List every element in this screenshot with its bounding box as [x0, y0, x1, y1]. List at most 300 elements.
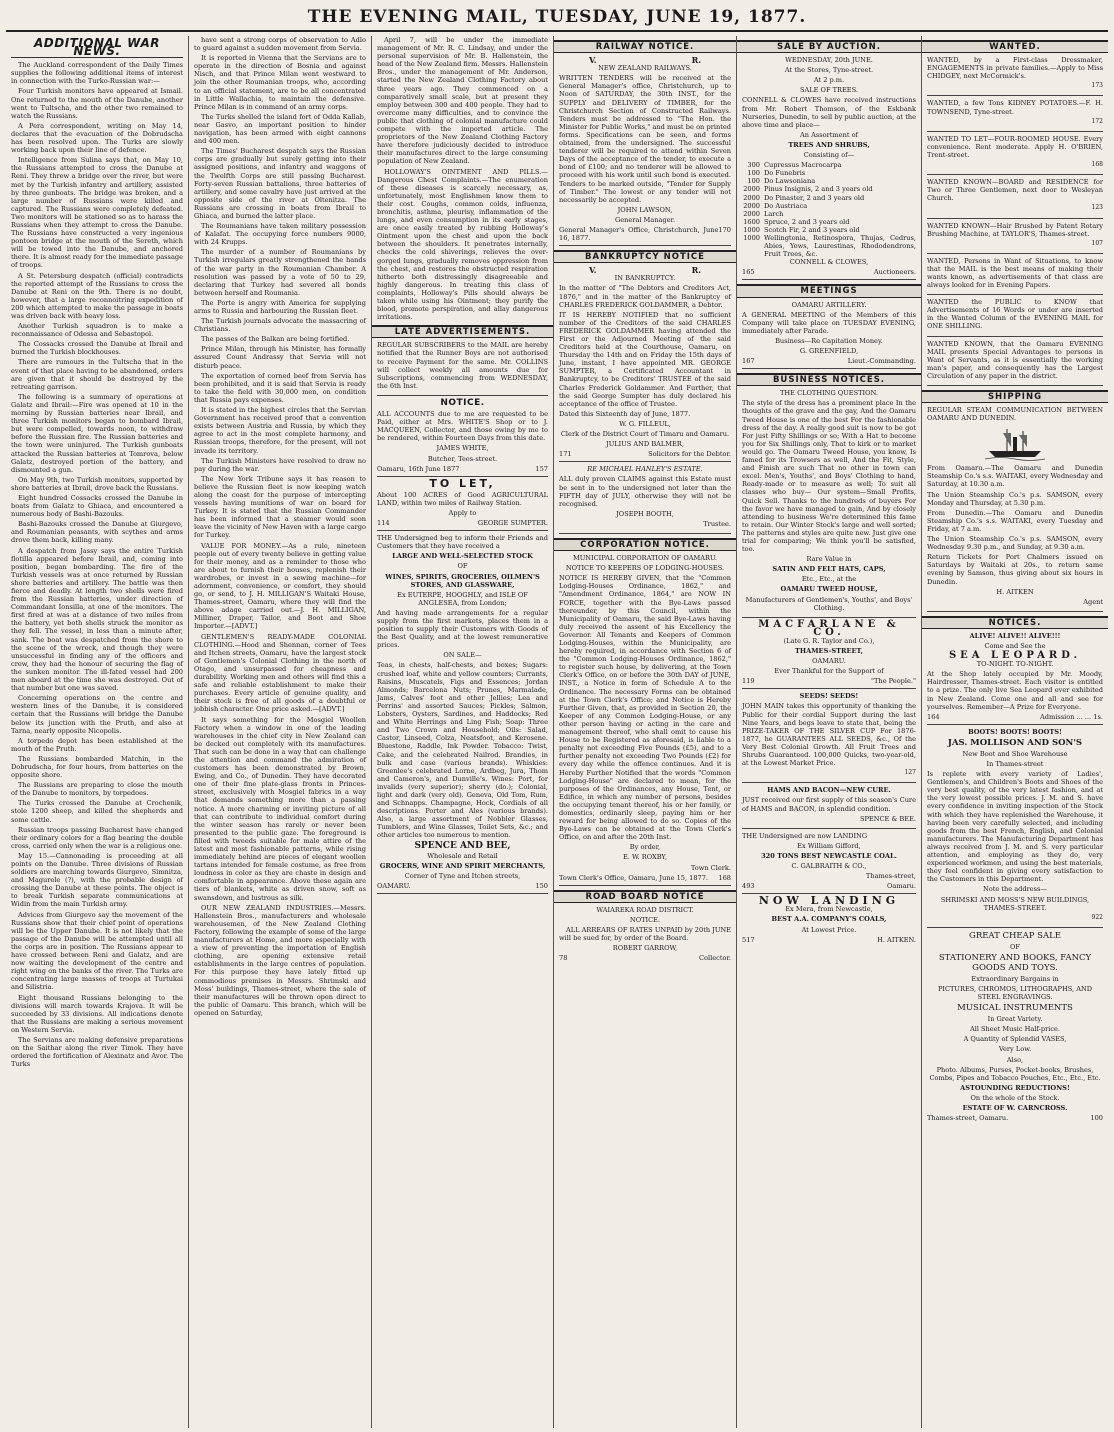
- come-and-see: Come and See the: [984, 641, 1046, 650]
- article-paragraph: The following is a summary of operations at Galatz and Ibrail:—Fire was opened at 10 in the morning by Russian batteries near Ibrail, and three Turkish monitors began to bombard Ibrail, but were compelled, towards noon, to withdraw before the Russian fire. The Russian batteries and the town were uninjured. The Turkish gunboats attacked the Russian batteries at Tomrova, below Galatz, destroyed portion of the battery, and dismounted a gun.: [11, 392, 183, 474]
- auction-day: WEDNESDAY, 20th JUNE.: [785, 56, 873, 65]
- article-paragraph: A St. Petersburg despatch (official) contradicts the reported attempt of the Russians to cross the Danube at Reni on the 9th. There is no doubt, however, that a large reconnoitring expedition of 200 which attempted to make the passage in boats was driven back with heavy loss.: [11, 271, 183, 320]
- meeting-signature-2: Lieut.-Commanding.: [847, 357, 916, 366]
- v-r-mark: [559, 56, 731, 64]
- sea-leopard-title: SEA LEOPARD.: [948, 650, 1082, 662]
- meeting-business: Business—Re Capitation Money.: [775, 336, 883, 345]
- article-paragraph: OUR NEW ZEALAND INDUSTRIES.—Messrs. Hallenstein Bros., manufacturers and wholesale warehousemen, of the New Zealand Clothing Factory, following the example of some of the large manufacturers at Home, and more especially with a view of preventing the importation of English clothing, are opening extensive retail establishments in the large centres of population. For this purpose they have lately fitted up commodious premises in Messrs. Shrimski and Moss' buildings, Thames-street, where the sale of their manufactures will be thrown open direct to the public of Oamaru. This branch, which will be opened on Saturday,: [194, 903, 366, 1017]
- article-paragraph: Another Turkish squadron is to make a reconnaissance of Odessa and Sebastopol.: [11, 322, 183, 339]
- bankruptcy-title: IN BANKRUPTCY.: [614, 274, 676, 283]
- vases: A Quantity of Splendid VASES,: [963, 1035, 1067, 1044]
- tree-quantity: 1000: [743, 225, 760, 234]
- bankruptcy-ad: [559, 266, 731, 462]
- shipping-item: From Oamaru.—The Oamaru and Dunedin Steamship Co.'s s.s. WAITAKI, every Wednesday and Saturday, at 10.30 a.m.: [927, 464, 1103, 489]
- late-ads-heading: LATE ADVERTISEMENTS.: [372, 325, 553, 338]
- article-paragraph: The Russians bombarded Matchin, in the Dobrudscha, for four hours, from batteries on the opposite shore.: [11, 754, 183, 780]
- shipping-ad: [927, 406, 1103, 612]
- auction-ad: [742, 56, 916, 280]
- notice-title: NOTICE.: [440, 397, 485, 408]
- subscribers-text: REGULAR SUBSCRIBERS to the MAIL are hereby notified that the Runner Boys are not authorised to receive Payment for the same. Mr. COLLINS will collect weekly all amounts due for Subscriptions, commencing from WEDNESDAY, the 6th Inst.: [377, 341, 548, 390]
- shipping-signature-2: Agent: [1083, 597, 1103, 606]
- tree-list-item: [742, 218, 916, 226]
- tree-list-item: [742, 194, 916, 202]
- road-signature: ROBERT GARROW,: [612, 944, 678, 953]
- road-signature-2: Collector.: [699, 954, 731, 963]
- article-paragraph: The exportation of corned beef from Servia has been prohibited, and it is said that Servia is ready to take the field with 30,000 men, on condition that Russia pays expenses.: [194, 371, 366, 404]
- column-war-news: [6, 36, 189, 1428]
- mollison-text: Is replete with every variety of Ladies', Gentlemen's, and Children's Boots and Shoes of the very best quality, of the very latest fashion, and at the very lowest possible prices. J. M. and S. have every confidence in inviting inspection of the Stock with which they have replenished the Warehouse, it having been very carefully selected, and including goods from the best French, English, and Colonial manufacturers. The Manufacturing Department has always received from J. M. and S. very particular attention, and employing as they do, very experienced workmen, and using the best materials, they feel confident in giving every satisfaction to the Customers in this Department.: [927, 770, 1103, 884]
- tree-name: Cupressus Macrocarpa: [764, 161, 842, 170]
- columns: [6, 36, 1108, 1428]
- carncross-estate: ESTATE OF W. CARNCROSS.: [962, 1104, 1068, 1112]
- estate-ad: [559, 465, 731, 534]
- macfarlane-people: "The People.": [870, 677, 916, 686]
- macfarlane-town: OAMARU.: [812, 657, 846, 666]
- to-let-ad: [377, 476, 548, 531]
- also: Also,: [1006, 1055, 1024, 1064]
- estate-text: ALL duly proven CLAIMS against this Estate must be sent in to the undersigned not later than the FIFTH day of JULY, otherwise they will not be recognised.: [559, 475, 731, 508]
- now-landing-ad: [742, 894, 916, 944]
- clothing-manufacturers: Manufacturers of Gentlemen's, Youths', and Boys' Clothing.: [745, 595, 913, 612]
- coal-text: THE Undersigned are now LANDING: [742, 831, 868, 840]
- article-paragraph: It is stated in the highest circles that the Servian Government has received proof that a convention exists between Austria and Russia, by which they agree to act in the most complete harmony, and Russian troops, therefore, for the present, will not invade its territory.: [194, 406, 366, 455]
- now-landing-coal: BEST A.A. COMPANY'S COALS,: [771, 915, 887, 924]
- shipping-title: REGULAR STEAM COMMUNICATION BETWEEN OAMARU AND DUNEDIN.: [927, 406, 1103, 423]
- seeds-heading: SEEDS! SEEDS!: [799, 692, 859, 701]
- wanted-text: WANTED, by a First-class Dressmaker, ENGAGEMENTS in private families.—Apply to Miss CHIDGEY, next McCormick's.: [927, 56, 1103, 81]
- auction-text: CONNELL & CLOWES have received instructions from Mr. Robert Thomson, of the Eskbank Nurseries, Dunedin, to sell by public auction, at the above time and place—: [742, 96, 916, 129]
- stock-items: WINES, SPIRITS, GROCERIES, OILMEN'S STORES, AND GLASSWARE,: [385, 572, 540, 589]
- tree-list-item: [742, 161, 916, 169]
- clothing-rare: Rare Value in: [806, 555, 852, 564]
- article-paragraph: It says something for the Mosgiel Woollen Factory when a window in one of the leading warehouses in the chief city in New Zealand can be decked out completely with its manufactures. That such can be done in a way that can challenge the attention and command the admiration of customers has been demonstrated by Brown, Ewing, and Co., of Dunedin. They have decorated one of their fine plate-glass fronts in Princes-street, exclusively with Mosgiel fabrics in a way that demands something more than a passing notice. A more charming or inviting picture of all that can contribute to individual comfort during the winter season has rarely or never been presented to the public gaze. The foreground is filled with tweeds suitable for male attire of the latest and most fashionable patterns, while rising immediately behind are pieces of elegant woollen tartans intended for female costume, as free from loudness in color as they are chaste in design and comfortable in appearance. Above these again are tiers of blankets, white as driven snow, soft as swansdown, and lustrous as silk.: [194, 715, 366, 902]
- tree-quantity: 2000: [743, 193, 760, 202]
- stock-more: And having made arrangements for a regular supply from the first markets, places them in a position to supply their Customers with Goods of the Best Quality, and at the lowest remunerative prices.: [377, 608, 548, 650]
- wanted-number: 173: [1091, 82, 1103, 90]
- wanted-text: WANTED KNOWN—BOARD and RESIDENCE for Two or Three Gentlemen, next door to Wesleyan Church.: [927, 178, 1103, 203]
- bankruptcy-footer: [559, 450, 731, 458]
- shipping-item: From Dunedin.—The Oamaru and Dunedin Steamship Co.'s s.s. WAITAKI, every Tuesday and Friday, at 7 a.m.: [927, 508, 1103, 533]
- wanted-number: 172: [1091, 117, 1103, 125]
- shipping-schedule: [927, 464, 1103, 585]
- article-paragraph: GENTLEMEN'S READY-MADE COLONIAL CLOTHING.—Hood and Shennan, corner of Tees and Itchen streets, Oamaru, have the largest stock of Gentlemen's Colonial Clothing in the north of Otago, and unsurpassed for cheapness and durability. Working men and others will find this a safe and reliable establishment to make their purchases. Every article of genuine quality, and their stock is free of all goods of a doubtful or jobbish character. One price asked.—[ADVT.]: [194, 632, 366, 714]
- notice-signature-2: Butcher, Tees-street.: [427, 454, 498, 463]
- article-paragraph: Eight hundred Cossacks crossed the Danube in boats from Galatz to Ghiaca, and encountered a numerous body of Bashi-Bazouks.: [11, 493, 183, 519]
- tree-quantity: 1600: [743, 217, 760, 226]
- wanted-ad: [927, 298, 1103, 336]
- masthead: THE EVENING MAIL, TUESDAY, JUNE 19, 1877.: [6, 4, 1108, 32]
- tree-name: Do Pinaster, 2 and 3 years old: [764, 193, 865, 202]
- corporation-number: 168: [718, 873, 731, 882]
- bankruptcy-number: 171: [559, 450, 572, 459]
- tonight: TO-NIGHT. TO-NIGHT.: [976, 660, 1054, 669]
- article-paragraph: The Turkish Ministers have resolved to draw no pay during the war.: [194, 456, 366, 473]
- corporation-sub: NOTICE TO KEEPERS OF LODGING-HOUSES.: [565, 564, 725, 573]
- auction-footer: [742, 268, 916, 276]
- photo-albums: Photo. Albums, Purses, Pocket-books, Brushes, Combs, Pipes and Tobacco Pouches, Etc., Etc., Etc.: [929, 1065, 1101, 1082]
- wanted-number: 107: [1091, 239, 1103, 247]
- to-let-signature: GEORGE SUMPTER.: [477, 519, 548, 528]
- article-paragraph: The murder of a number of Roumanians by Turkish irregulars greatly strengthened the hands of the war party in the Roumanian Chamber. A resolution was passed by a vote of 50 to 29, declaring that Turkey had severed all bonds between herself and Roumania.: [194, 248, 366, 297]
- admission-number: 164: [927, 712, 940, 721]
- alive-banner: ALIVE! ALIVE!! ALIVE!!!: [969, 631, 1061, 640]
- notice-text: ALL ACCOUNTS due to me are requested to be Paid, either at Mrs. WHITE'S Shop or to J. MACQUEEN, Collector, and those owing by me to be rendered, within Fourteen Days from this date.: [377, 410, 548, 443]
- road-board-ad: [559, 906, 731, 963]
- sheet-music: All Sheet Music Half-price.: [969, 1025, 1061, 1034]
- mollison-ad: [927, 728, 1103, 928]
- war-news-continued: [194, 36, 366, 1017]
- bankruptcy-heading: BANKRUPTCY NOTICE: [554, 250, 736, 263]
- auction-title: SALE OF TREES.: [799, 86, 858, 95]
- tree-quantity: 2000: [743, 201, 760, 210]
- now-landing-heading: NOW LANDING: [758, 894, 900, 908]
- shipping-heading: SHIPPING: [922, 390, 1108, 403]
- firm-name: SPENCE AND BEE,: [414, 840, 511, 851]
- corporation-text: NOTICE IS HEREBY GIVEN, that the "Common Lodging-Houses Ordinance, 1862," and "Amendment Ordinance, 1864," are NOW IN FORCE, together with the Bye-Laws passed thereunder, by this Council, within the Municipality of Oamaru, the said Bye-Laws having duly received the assent of his Excellency the Governor. All Tenants and Keepers of Common Lodging-Houses, within the Municipality, are hereby required, in accordance with Section 6 of the "Common Lodging-Houses Ordinance, 1862," to register such house, by delivering, at the Town Clerk's Office, on or before the 30th DAY of JUNE, INST., a Notice in form of Schedule A to the Ordinance. The necessary Forms can be obtained at the Town Clerk's Office; and Notice is Hereby Further Given, that, as provided in Section 20, the Keeper of any Common Lodging-House, or any other person having or acting in the care and management thereof, who shall omit to cause his House to be Registered as aforesaid, is liable to a penalty not exceeding Five Pounds (£5), and to a further penalty not exceeding Two Pounds (£2) for every day while the offence continues. And it is Hereby Further Notified that the words "Common Lodging-House" are declared to mean, for the purposes of the Ordinances, any House, Tent, or Edifice, in which any number of persons, besides the occupying tenant thereof, his or her family, or domestics, ordinarily sleep, paying him or her reward for being allowed to do so. Copies of the Bye-Laws can be obtained at the Town Clerk's Office, on and after the 20th Inst.: [559, 574, 731, 842]
- tree-list-item: [742, 226, 916, 234]
- hams-heading: HAMS AND BACON—NEW CURE.: [767, 786, 891, 795]
- now-landing-footer: [742, 936, 916, 944]
- article-paragraph: The Times' Bucharest despatch says the Russian corps are gradually but surely getting into their assigned positions, and infantry and waggons of the Twelfth Corps are still passing Bucharest. Forty-seven Russian battalions, three batteries of artillery, and some cavalry have just arrived at the opposite side of the river at Oltenitza. The Russians are crossing in boats from Ibrail to Ghiaca, and burned the latter place.: [194, 147, 366, 220]
- auction-consist: Consisting of—: [803, 151, 855, 160]
- wanted-ad: [927, 56, 1103, 96]
- war-news-body: [11, 61, 183, 1068]
- musical-instruments: MUSICAL INSTRUMENTS: [957, 1003, 1073, 1014]
- corporation-signature: E. W. ROXBY,: [622, 853, 668, 862]
- article-paragraph: A despatch from Jassy says the entire Turkish flotilla appeared before Ibrail, and, coming into position, began bombarding. The fire of the Turkish vessels was at once returned by Russian shore batteries and artillery. The battle was then fierce and deadly. At length two shells were fired from the Russian batteries, under direction of Commandant Ionsilla, at one of the monitors. The first fired at was at a distance of two miles from the battery, yet both shells struck the monitor as they fell. The vessel, in less than a minute after, sank. The boat was despatched from the shore to the scene of the wreck, and though they were unsuccessful in finding any of the officers and crew, they had the honour of securing the flag of the sunken monitor. The ill-fated vessel had 200 men aboard at the time she was destroyed. Out of that number but one was saved.: [11, 546, 183, 693]
- now-landing-signature: H. AITKEN.: [877, 935, 916, 944]
- corporation-office: Town Clerk's Office, Oamaru, June 15, 1877.: [559, 873, 709, 882]
- meeting-signature: G. GREENFIELD,: [799, 347, 859, 355]
- macfarlane-name: MACFARLANE & CO.: [758, 618, 900, 638]
- article-paragraph: The Porte is angry with America for supplying arms to Russia and harbouring the Russian fleet.: [194, 298, 366, 315]
- road-title: WAIAREKA ROAD DISTRICT.: [596, 905, 694, 914]
- wanted-text: WANTED KNOWN—Hair Brushed by Patent Rotary Brushing Machine, at TAYLOR'S, Thames-street.: [927, 221, 1103, 238]
- sea-leopard-text: At the Shop lately occupied by Mr. Moody, Hairdresser, Thames-street. Each visitor is entitled to a prize. The only live Sea Leopard ever exhibited in New Zealand. Come one and all and see for yourselves. Remember—A Prize for Everyone.: [927, 670, 1103, 711]
- column-auctions-business: [737, 36, 922, 1428]
- article-paragraph: HOLLOWAY'S OINTMENT AND PILLS.—Dangerous Chest Complaints.—The enumeration of these diseases is scarcely necessary, as, unfortunately, most Englishmen know them to their cost. Coughs, common colds, influenza, bronchitis, asthma, pleurisy, inflammation of the lungs, and even consumption in its early stages, are once easily treated by rubbing Holloway's Ointment upon the chest and upon the back between the shoulders. It penetrates internally, checks the cold shiverings, relieves the over-gorged lungs, gradually removes oppression from the chest, and restores the obstructed respiration hitherto both distressingly disagreeable and highly dangerous. In treating this class of complaints, Holloway's Pills should always be taken while using his Ointment; they purify the blood, promote perspiration, and allay dangerous irritations.: [377, 167, 548, 322]
- wanted-ad: [927, 257, 1103, 295]
- auction-number: 165: [742, 268, 755, 277]
- tree-name: Do Funebris: [764, 169, 806, 178]
- column-wanted-shipping: [922, 36, 1108, 1428]
- firm-address: Corner of Tyne and Itchen streets,: [404, 871, 521, 880]
- hams-ad: [742, 786, 916, 828]
- tree-name: Do Austriaca: [764, 201, 808, 210]
- article-paragraph: The Turks shelled the island fort of Odda Kallab, near Gasvo, an important position to hinder navigation, has been armed with eight cannons and 400 men.: [194, 112, 366, 146]
- tree-quantity: 2000: [743, 209, 760, 218]
- mollison-sub: New Boot and Shoe Warehouse: [962, 749, 1068, 758]
- column-advertisements: [372, 36, 554, 1428]
- macfarlane-footer: [742, 677, 916, 685]
- tweed-house: OAMARU TWEED HOUSE,: [780, 585, 878, 594]
- corporation-heading: CORPORATION NOTICE.: [554, 538, 736, 551]
- stock-title: LARGE AND WELL-SELECTED STOCK: [392, 552, 533, 561]
- corporation-title: MUNICIPAL CORPORATION OF OAMARU.: [572, 554, 718, 563]
- meeting-footer: [742, 357, 916, 365]
- road-notice: NOTICE.: [629, 915, 661, 924]
- r-letter: R.: [691, 55, 701, 66]
- article-paragraph: Prince Milan, through his Minister, has formally assured Count Andrassy that Servia will not disturb peace.: [194, 345, 366, 370]
- article-paragraph: have sent a strong corps of observation to Adlo to guard against a sudden movement from Servia.: [194, 36, 366, 53]
- astounding: ASTOUNDING REDUCTIONS!: [960, 1083, 1070, 1092]
- meetings-heading: MEETINGS: [737, 284, 921, 297]
- to-let-footer: [377, 519, 548, 527]
- road-text: ALL ARREARS OF RATES UNPAID by 20th JUNE will be sued for, by order of the Board.: [559, 926, 731, 943]
- admission-footer: [927, 713, 1103, 721]
- now-landing-ship: Ex Mera, from Newcastle,: [785, 905, 873, 914]
- bankruptcy-text: IT IS HEREBY NOTIFIED that no sufficient number of the Creditors of the said CHARLES FREDERICK GOLDAMMER having attended the First or the Adjourned Meeting of the said Creditors held at the Courthouse, Oamaru, on Thursday the 14th and on Friday the 15th days of June, instant, I have appointed MR. GEORGE SUMPTER, a Certificated Accountant in Bankruptcy, to be Creditors' TRUSTEE of the said Charles Frederick Goldammer. And Further, that the said George Sumpter has duly declared his acceptance of the office of Trustee.: [559, 310, 731, 408]
- white-notice-ad: [377, 399, 548, 477]
- mollison-name: JAS. MOLLISON AND SON'S: [947, 737, 1083, 748]
- article-paragraph: A torpedo depot has been established at the mouth of the Pruth.: [11, 736, 183, 753]
- mollison-street: In Thames-street: [986, 760, 1044, 768]
- railway-number: 170: [718, 225, 731, 234]
- now-landing-number: 517: [742, 935, 755, 944]
- bankruptcy-intro: In the matter of "The Debtors and Creditors Act, 1876," and in the matter of the Bankruptcy of CHARLES FREDERICK GOLDAMMER, a Debtor.: [559, 284, 731, 309]
- shipping-item: The Union Steamship Co.'s p.s. SAMSON, every Monday and Thursday, at 5.30 p.m.: [927, 490, 1103, 507]
- to-let-title: TO LET,: [429, 476, 496, 490]
- shipping-item: The Union Steamship Co.'s p.s. SAMSON, every Wednesday 9.30 p.m., and Sunday, at 9.30 a.m.: [927, 535, 1103, 552]
- shipping-signature: H. AITKEN: [996, 587, 1034, 596]
- mollison-number: 922: [1091, 913, 1103, 921]
- to-let-text: About 100 ACRES of Good AGRICULTURAL LAND, within two miles of Railway Station.: [377, 490, 548, 507]
- on-sale-text: Teas, in chests, half-chests, and boxes; Sugars: crushed loaf, white and yellow counters; Currants, Raisins, Muscatels, Figs and Essences; Jordan Almonds; Barcelona Nuts; Prunes, Marmalade, Jams, Calves' foot and other Jellies; Lea and Perrins' and assorted Sauces; Pickles; Salmon, Lobsters, Oysters, Sardines, and Haddocks; Red and White Herrings and Ling Fish; Soap: Three and Two Crown and Household; Oils: Salad, Castor, Linseed, Colza, Neatsfoot, and Kerosene. Bluestone, Raddle, Ink Powder. Tobacco: Twist, Cake, and the celebrated Nailrod. Brandies, in bulk and case (various brands). Whiskies: Greenlee's celebrated Lorne, Ardbeg, Jura, Thom and Cameron's, and Dunville's. Wines: Port, for invalids (very superior); sherry (do.); Colonial, light and dark (very old). Geneva, Old Tom, Rum, and Schnapps. Champagne, Hock, Cordials of all descriptions. Porter and Ales (various brands). Also, a large assortment of Nobbler Glasses, Tumblers, and Wine Glasses, Toilet Sets, &c.; and other articles too numerous to mention.: [377, 661, 548, 840]
- bargains: Extraordinary Bargains in: [971, 974, 1059, 983]
- article-paragraph: The Auckland correspondent of the Daily Times supplies the following additional items of interest in connection with the Turko-Russian war:—: [11, 61, 183, 86]
- wanted-text: WANTED KNOWN, that the Oamaru EVENING MAIL presents Special Advantages to persons in Want of Servants, as it is essentially the working man's paper, and consequently has the Largest Circulation of any paper in the district.: [927, 339, 1103, 380]
- railway-title: NEW ZEALAND RAILWAYS.: [598, 64, 692, 73]
- subscribers-ad: [377, 341, 548, 396]
- firm-desc: Wholesale and Retail: [427, 851, 498, 860]
- war-news-heading: ADDITIONAL WAR NEWS.: [11, 39, 183, 58]
- firm-footer: [377, 882, 548, 890]
- notice-signature: JAMES WHITE,: [436, 444, 489, 453]
- stock-ships: Ex EUTERPE, HOOGHLY, and ISLE OF ANGLESEA, from London;: [397, 590, 528, 607]
- on-sale-label: ON SALE—: [443, 651, 482, 660]
- stock-of: OF: [457, 562, 468, 571]
- wanted-number: 123: [1091, 204, 1103, 212]
- tree-quantity: 1000: [743, 233, 760, 242]
- variety: In Great Variety.: [987, 1015, 1043, 1024]
- seeds-text: JOHN MAIN takes this opportunity of thanking the Public for their cordial Support during the last Nine Years, and begs leave to state that, being the PRIZE-TAKER OF THE SILVER CUP For 1876-1877, he GUARANTEES ALL SEEDS, &c., Of the Very Best Colonial Growth. All Fruit Trees and Shrubs Guaranteed. 100,000 Quicks, two-year-old, at the Lowest Market Price.: [742, 702, 916, 768]
- notice-number: 157: [535, 464, 548, 473]
- firm-number: 150: [535, 881, 548, 890]
- notice-footer: [377, 465, 548, 473]
- vases-low: Very Low.: [998, 1045, 1032, 1054]
- shipping-item: Return Tickets for Port Chalmers issued on Saturdays by Waitaki at 20s., to return same evening by Samson, thus giving about six hours in Dunedin.: [927, 553, 1103, 586]
- wanted-ad: [927, 222, 1103, 254]
- article-paragraph: The Roumanians have taken military possession of Kalafat. The occupying force numbers 9000, with 24 Krupps.: [194, 222, 366, 247]
- railway-ad: [559, 56, 731, 246]
- column-public-notices: [554, 36, 737, 1428]
- firm-trade: GROCERS, WINE AND SPIRIT MERCHANTS,: [379, 861, 546, 870]
- wanted-text: WANTED the PUBLIC to KNOW that Advertisements of 16 Words or under are inserted in the Wanted Column of the EVENING MAIL for ONE SHILLING.: [927, 298, 1103, 331]
- railway-signature: JOHN LAWSON,: [617, 205, 673, 214]
- corporation-footer: [559, 874, 731, 882]
- bankruptcy-solicitors: JULIUS AND BALMER,: [606, 440, 684, 449]
- macfarlane-street: THAMES-STREET,: [795, 647, 863, 655]
- article-paragraph: Intelligence from Sulina says that, on May 10, the Russians attempted to cross the Danube at Reni. They threw a bridge over the river, but were met by the Turkish infantry and artillery, assisted by three gunboats. The bridge was broken, and a large number of Russians were killed and captured. The Russians were completely defeated. Two monitors will be stationed so as to harass the Russians when they attempt to cross the Danube. The Russians have constructed a very ingenious pontoon bridge at the mouth of the Sereth, which will be towed into the Danube, and anchored there. It is almost ready for the immediate passage of troops.: [11, 156, 183, 270]
- corporation-signature-2: Town Clerk.: [690, 863, 731, 872]
- admission-price: Admission ... ... 1s.: [1040, 712, 1103, 721]
- article-paragraph: The passes of the Balkan are being fortified.: [201, 335, 350, 344]
- auction-assort: An Assortment of: [800, 130, 858, 139]
- article-paragraph: The New York Tribune says it has reason to believe the Russian fleet is now keeping watch along the coast for the purpose of intercepting vessels having munitions of war on board for Turkey. It is stated that the Russian Commander has been informed that a steamer would soon leave the vicinity of New Haven with a large cargo for Turkey.: [194, 474, 366, 540]
- tree-list-item: [742, 177, 916, 185]
- to-let-number: 114: [377, 519, 390, 528]
- r-letter-2: R.: [691, 265, 701, 276]
- now-landing-price: At Lowest Price.: [801, 925, 857, 934]
- column-war-news-cont: [189, 36, 372, 1428]
- article-paragraph: There are rumours in the Tultscha that in the event of that place having to be abandoned, orders are given that it should be destroyed by the retreating garrison.: [11, 358, 183, 391]
- auction-heading: SALE BY AUCTION.: [737, 40, 921, 53]
- mollison-building: SHRIMSKI AND MOSS'S NEW BUILDINGS, THAMES-STREET.: [940, 895, 1090, 912]
- article-paragraph: The Turks crossed the Danube at Crochenik, stole 1200 sheep, and killed the shepherds and some cattle.: [11, 799, 183, 824]
- tree-quantity: 100: [747, 177, 760, 186]
- tree-quantity: 100: [747, 169, 760, 178]
- notices-heading: NOTICES.: [922, 616, 1108, 629]
- to-let-apply: Apply to: [448, 508, 477, 517]
- bankruptcy-signature-2: Clerk of the District Court of Timaru and Oamaru.: [560, 430, 730, 439]
- tree-list-item: [742, 169, 916, 177]
- estate-signature-2: Trustee.: [703, 519, 731, 528]
- article-paragraph: The Servians are making defensive preparations on the Saithar along the river Timok. They have ordered the fortification of Alexinatz and Avor. The Turks: [11, 1035, 183, 1069]
- meeting-number: 167: [742, 357, 755, 366]
- v-letter: V.: [589, 55, 597, 66]
- mollison-address-label: Note the address—: [982, 885, 1048, 894]
- article-paragraph: The Cossacks crossed the Danube at Ibrail and burned the Turkish blockhouses.: [11, 340, 183, 357]
- sea-leopard-ad: [927, 632, 1103, 725]
- article-paragraph: Concerning operations on the centre and western lines of the Danube, it is considered certain that the Russians will bridge the Danube below its junction with the Pruth, and also at Tarna, nearly opposite Nicopolis.: [11, 694, 183, 735]
- pictures: PICTURES, CHROMOS, LITHOGRAPHS, AND STEEL ENGRAVINGS.: [937, 984, 1093, 1002]
- auction-place: At the Stores, Tyne-street.: [784, 66, 874, 75]
- v-letter-2: V.: [589, 265, 597, 276]
- article-paragraph: The Russians are preparing to close the mouth of the Danube to monitors, by torpedoes.: [11, 781, 183, 798]
- macfarlane-number: 119: [742, 677, 755, 686]
- tree-name: Pinus Insignis, 2 and 3 years old: [764, 185, 873, 194]
- notice-date: Oamaru, 16th June 1877: [377, 464, 460, 473]
- coal-footer: [742, 882, 916, 890]
- coal-town: Oamaru.: [886, 882, 916, 891]
- article-paragraph: May 15.—Cannonading is proceeding at all points on the Danube. Three divisions of Russian soldiers are marching towards Giurgevo, Simnitza, and Magurele (?), with the probable design of crossing the Danube at these points. The object is to break Turkish separate communications at Widin from the main Turkish army.: [11, 851, 183, 909]
- tree-list: [742, 161, 916, 258]
- industry-articles: [377, 36, 548, 321]
- clothing-title: THE CLOTHING QUESTION.: [780, 389, 878, 398]
- railway-footer: [559, 226, 731, 242]
- coal-number: 493: [742, 882, 755, 891]
- tree-list-item: [742, 202, 916, 210]
- article-paragraph: VALUE FOR MONEY.—As a rule, nineteen people out of every twenty believe in getting value for their money, and as a reminder to those who are about to furnish their houses, replenish their wardrobes, or invest in a sewing machine—for adornment, convenience, or comfort, they should go, or send, to J. H. MILLIGAN'S Waitaki House, Thames-street, Oamaru, where they will find the above adage carried out.—J. H. MILLIGAN, Milliner, Draper, Tailor, and Boot and Shoe Importer.—[ADVT.]: [194, 541, 366, 631]
- stock-intro: THE Undersigned beg to inform their Friends and Customers that they have received a: [377, 534, 548, 551]
- auction-time: At 2 p.m.: [813, 76, 845, 85]
- article-paragraph: Eight thousand Russians belonging to the divisions will march towards Krajova. It will be succeeded by 33 divisions. All indications denote that the Russians are making a serious movement on Western Servia.: [11, 993, 183, 1034]
- galbraith-coal-ad: [742, 832, 916, 895]
- hams-text: JUST received our first supply of this season's Cure of HAMS and BACON, in splendid condition.: [742, 796, 916, 813]
- coal-tons: 320 TONS BEST NEWCASTLE COAL.: [761, 851, 897, 860]
- carncross-address: Thames-street, Oamaru.: [927, 1114, 1009, 1123]
- wanted-ad: [927, 135, 1103, 175]
- wanted-ad: [927, 340, 1103, 386]
- boots-banner: BOOTS! BOOTS! BOOTS!: [968, 727, 1062, 736]
- article-paragraph: Four Turkish monitors have appeared at Ismail. One returned to the mouth of the Danube, another went to Tultscha, and the other two remained to watch the Russians.: [11, 87, 183, 120]
- bankruptcy-signature: W. G. FILLEUL,: [619, 419, 671, 428]
- wanted-number: 168: [1091, 161, 1103, 169]
- road-footer: [559, 954, 731, 962]
- carncross-ad: [927, 931, 1103, 1122]
- carncross-number: 100: [1090, 1114, 1103, 1123]
- stationery: STATIONERY AND BOOKS, FANCY GOODS AND TOYS.: [938, 952, 1092, 973]
- tree-name: Do Lawsoniana: [764, 177, 816, 186]
- coal-signature: C. GALBRAITH & CO.,: [791, 861, 867, 870]
- road-board-heading: ROAD BOARD NOTICE: [554, 890, 736, 903]
- clothing-etc: Etc., Etc., at the: [801, 575, 857, 584]
- spence-bee-ad: [377, 534, 548, 894]
- seeds-number: 127: [904, 769, 916, 777]
- clothing-ad: [742, 389, 916, 617]
- business-heading: BUSINESS NOTICES.: [737, 373, 921, 386]
- tree-name: Larch: [764, 209, 784, 218]
- clothing-poem: The style of the dress has a prominent place In the thoughts of the grave and the gay, And the Oamaru Tweed House is one of the best For the fashionable dress of the day. A really good suit is now to be got For just Fifty Shillings or so; With a Hat to become you for Six Shillings only, That to kirk or to market would go. The Oamaru Tweed House, you know, Is famed for its Trowsers as well, And the Fit, Style, and Finish are such That no other in town can excel. Men's, Youths', and Boys' Clothing to hand, Ready-made or to measure as well; To suit all classes who buy— Our system—Small Profits, Quick Sell. Thanks to the hundreds of buyers For the favor we have managed to gain, And by closely attending to business We're determined this fame to retain. Our Winter Stock's large and well sorted; The patterns and styles are quite new. Just give one trial for comparing; We think you'll be satisfied, too.: [742, 399, 916, 554]
- great-sale: GREAT CHEAP SALE: [969, 930, 1061, 941]
- auction-trees: TREES AND SHRUBS,: [788, 140, 870, 149]
- article-paragraph: It is reported in Vienna that the Servians are to operate in the direction of Bosnia and against Nisch, and that Prince Milan went westward to join the other Roumanian troops, who, according to an official statement, are to be all concentrated in Little Wallachia, to maintain the defensive. Prince Milan is in command of an army corps.: [194, 54, 366, 111]
- wanted-text: WANTED, Persons in Want of Situations, to know that the MAIL is the best means of making their wants known, as advertisements of that class are always looked for in Evening Papers.: [927, 256, 1103, 290]
- railway-signature-2: General Manager.: [614, 215, 676, 224]
- tree-name: Spruce, 2 and 3 years old: [764, 217, 850, 226]
- wanted-ad: [927, 99, 1103, 131]
- steamship-icon: [985, 425, 1045, 461]
- bankruptcy-solicitors-2: Solicitors for the Debtor.: [648, 450, 731, 459]
- article-paragraph: The Turkish journals advocate the massacring of Christians.: [194, 317, 366, 334]
- auction-signature-2: Auctioneers.: [873, 268, 916, 277]
- great-of: OF: [1010, 942, 1020, 951]
- macfarlane-late: (Late G. R. Taylor and Co.),: [783, 636, 875, 645]
- railway-office: General Manager's Office, Christchurch, June 16, 1877.: [559, 225, 719, 243]
- auction-signature: CONNELL & CLOWES,: [789, 258, 869, 267]
- tree-name: Wellingtonia, Retinospora, Thujas, Cedrus, Abies, Yews, Laurestinas, Rhododendrons, Fruit Trees, &c.: [764, 233, 916, 259]
- estate-signature: JOSEPH BOOTH,: [616, 509, 674, 518]
- meeting-title: OAMARU ARTILLERY.: [791, 300, 867, 309]
- article-paragraph: Advices from Giurgevo say the movement of the Russians show that their chief point of operations will be the Upper Danube. It is not likely that the passage of the Danube will be attempted until all the corps are in position. The Russians appear to have crossed between Reni and Galatz, and are now waiting the development of the centre and right wing on the banks of the river. The Turks are concentrating large masses of troops at Turtukai and Silistria.: [11, 910, 183, 992]
- coal-ship: Ex William Gifford,: [797, 841, 861, 850]
- corporation-by: By order,: [629, 843, 661, 852]
- article-paragraph: Bashi-Bazouks crossed the Danube at Giurgevo, and Roumanian peasants, with scythes and arms drove them back, killing many.: [11, 520, 183, 545]
- clothing-hats: SATIN AND FELT HATS, CAPS,: [772, 565, 886, 574]
- firm-town: OAMARU.: [377, 881, 411, 890]
- tree-list-item: [742, 210, 916, 218]
- tree-quantity: 2000: [743, 185, 760, 194]
- carncross-footer: [927, 1114, 1103, 1122]
- wanted-text: WANTED TO LET—FOUR-ROOMED HOUSE. Every convenience. Rent moderate. Apply H. O'BRIEN, Trent-street.: [927, 134, 1103, 159]
- road-number: 78: [559, 954, 568, 963]
- corporation-ad: [559, 554, 731, 886]
- seeds-ad: [742, 692, 916, 783]
- wanted-list: [927, 56, 1103, 386]
- railway-text: WRITTEN TENDERS will be received at the General Manager's office, Christchurch, up to Noon of SATURDAY, the 30th INST., for the SUPPLY and DELIVERY of TIMBER, for the Christchurch Section of Constructed Railways. Tenders must be addressed to "The Hon. the Minister for Public Works," and must be on printed forms. Specifications can be seen, and forms obtained, from the undersigned. The successful tenderer will be required to attend within Seven Days of the acceptance of the tender, to execute a bond of £100; and no tenderer will be allowed to proceed with his work until such bond is executed. Tenders to be marked outside, "Tender for Supply of Timber." The lowest or any tender will not necessarily be accepted.: [559, 74, 731, 204]
- tree-quantity: 300: [747, 161, 760, 170]
- article-paragraph: April 7, will be under the immediate management of Mr. R. C. Lindsay, and under the personal supervision of Mr. B. Hallenstein, the head of the New Zealand firm. Messrs. Hallenstein Bros., under the management of Mr. Anderson, started the New Zealand Clothing Factory about three years ago. They commenced on a comparatively small scale, but at present they employ between 300 and 400 people. They had to overcome many difficulties, and to convince the public that clothing of colonial manufacture could compete with the imported article. The proprietors of the New Zealand Clothing Factory have therefore judiciously decided to introduce their manufactures direct to the large consuming population of New Zealand.: [377, 36, 548, 166]
- wanted-text: WANTED, a few Tons KIDNEY POTATOES.—F. H. TOWNSEND, Tyne-street.: [927, 99, 1103, 116]
- wanted-ad: [927, 178, 1103, 218]
- coal-address: Thames-street,: [865, 872, 916, 881]
- v-r-mark-2: [559, 266, 731, 274]
- tree-list-item: [742, 234, 916, 258]
- article-paragraph: Russian troops passing Bucharest have changed their ordinary colors for a flag bearing the double cross, carried only when the war is a religious one.: [11, 825, 183, 850]
- railway-heading: RAILWAY NOTICE.: [554, 40, 736, 53]
- tree-name: Scotch Fir, 2 and 3 years old: [764, 225, 860, 234]
- wanted-heading: WANTED.: [922, 40, 1108, 53]
